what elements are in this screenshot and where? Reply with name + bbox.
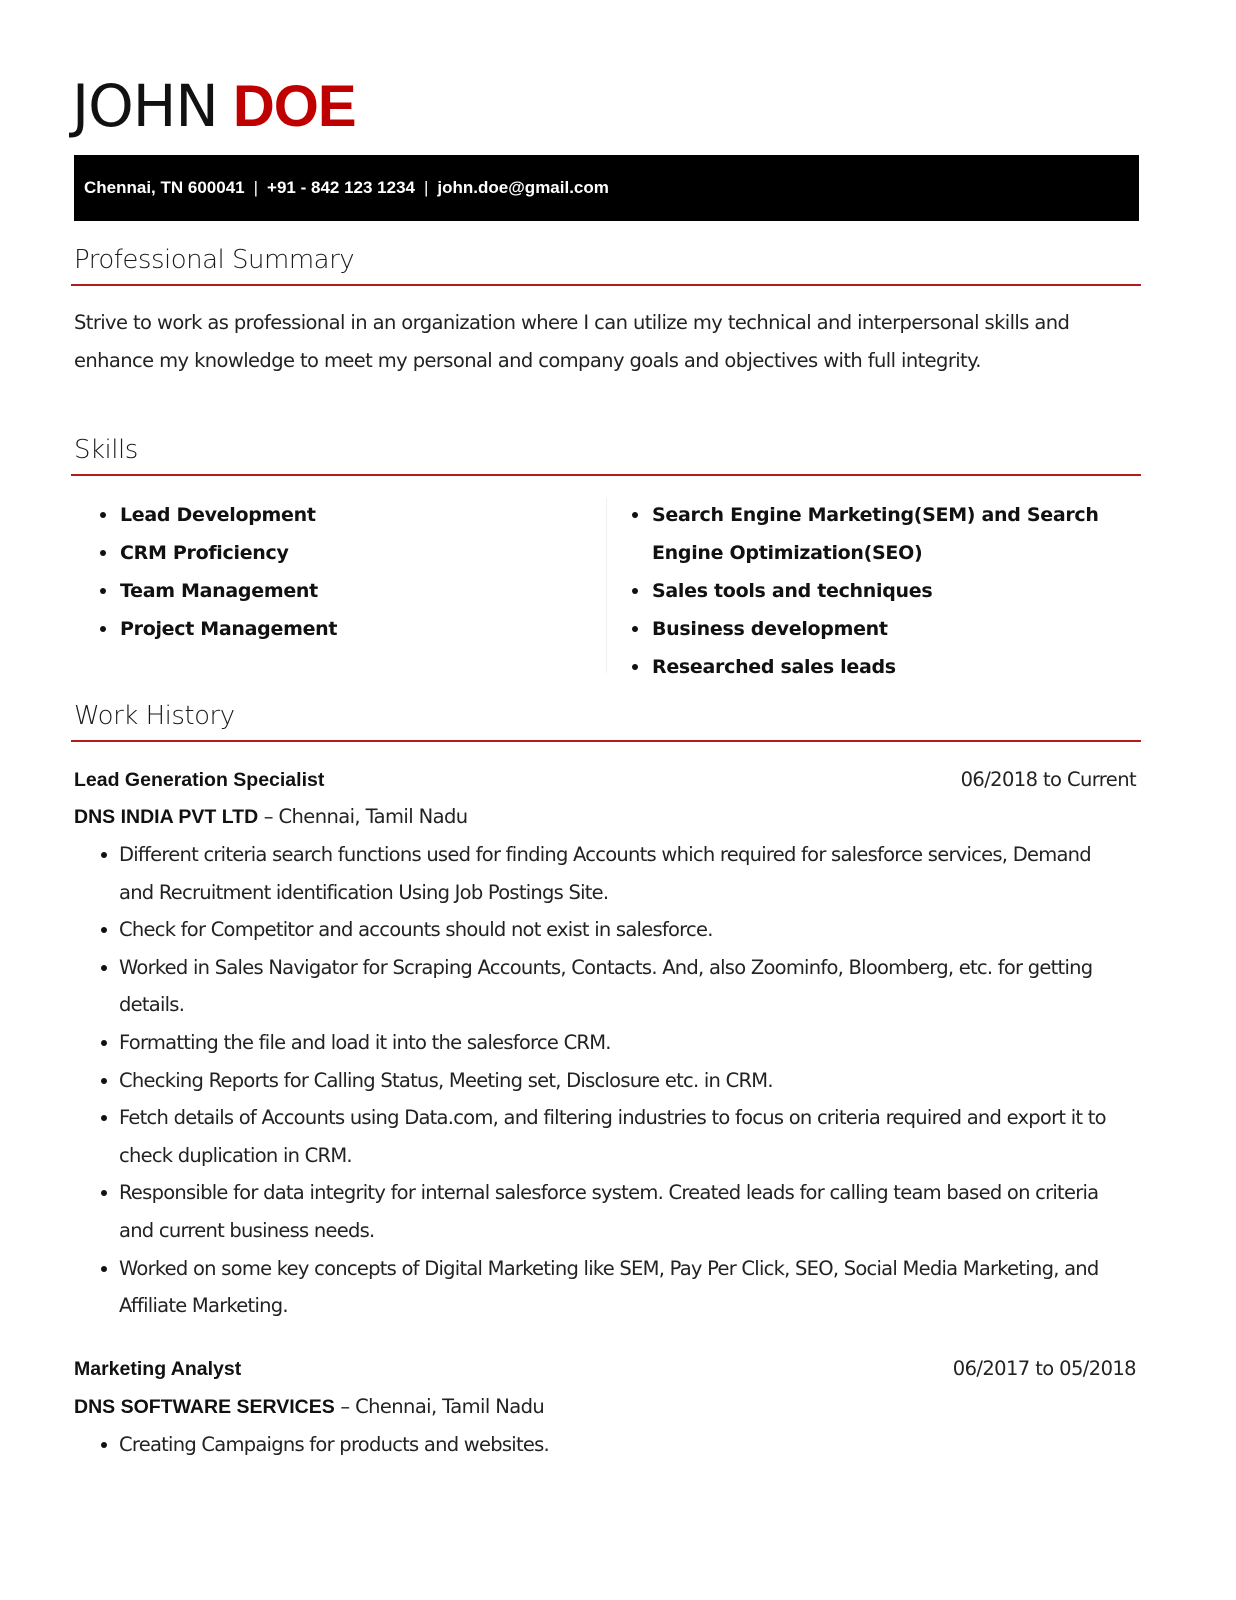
company-location-separator: –: [334, 1395, 356, 1418]
skill-item: Researched sales leads: [632, 648, 1132, 686]
skills-list-right: [632, 496, 1132, 686]
contact-bar: [74, 155, 1139, 221]
company-location: Chennai, Tamil Nadu: [278, 805, 468, 828]
skill-item: Team Management: [100, 572, 580, 610]
job-company-line: [74, 1394, 544, 1420]
job-duty-item: Worked on some key concepts of Digital Marketing like SEM, Pay Per Click, SEO, Social Media Marketing, and Affiliate Marketing.: [100, 1250, 1110, 1325]
job-duty-item: Creating Campaigns for products and websites.: [100, 1426, 1110, 1464]
job-duty-item: Worked in Sales Navigator for Scraping Accounts, Contacts. And, also Zoominfo, Bloomberg, etc. for getting details.: [100, 949, 1110, 1024]
contact-location: Chennai, TN 600041: [84, 178, 245, 197]
skill-item: CRM Proficiency: [100, 534, 580, 572]
company-location-separator: –: [258, 805, 279, 828]
job-title: Marketing Analyst: [74, 1358, 242, 1380]
skill-item: Sales tools and techniques: [632, 572, 1132, 610]
job-title: Lead Generation Specialist: [74, 769, 325, 791]
job-duty-item: Formatting the file and load it into the salesforce CRM.: [100, 1024, 1110, 1062]
job-dates: 06/2017 to 05/2018: [952, 1357, 1136, 1380]
company-name: DNS SOFTWARE SERVICES: [74, 1396, 335, 1418]
section-title-summary: Professional Summary: [74, 245, 355, 275]
job-duties-list: [100, 1426, 1110, 1464]
skill-item: Search Engine Marketing(SEM) and Search Engine Optimization(SEO): [632, 496, 1122, 572]
section-title-work-history: Work History: [74, 701, 235, 731]
section-divider: [71, 740, 1141, 742]
candidate-name: [72, 68, 356, 145]
skill-item: Business development: [632, 610, 1132, 648]
contact-phone[interactable]: +91 - 842 123 1234: [267, 178, 415, 197]
first-name: JOHN: [72, 72, 218, 140]
section-title-skills: Skills: [74, 435, 138, 465]
contact-separator: |: [423, 178, 429, 197]
job-duty-item: Check for Competitor and accounts should not exist in salesforce.: [100, 911, 1110, 949]
skill-item: Lead Development: [100, 496, 580, 534]
job-duties-list: [100, 836, 1110, 1325]
section-divider: [71, 474, 1141, 476]
job-duty-item: Fetch details of Accounts using Data.com, and filtering industries to focus on criteria required and export it to check duplication in CRM.: [100, 1099, 1110, 1174]
job-duty-item: Checking Reports for Calling Status, Meeting set, Disclosure etc. in CRM.: [100, 1062, 1110, 1100]
skill-item: Project Management: [100, 610, 580, 648]
last-name: DOE: [232, 74, 356, 139]
section-divider: [71, 284, 1141, 286]
company-name: DNS INDIA PVT LTD: [74, 806, 259, 828]
company-location: Chennai, Tamil Nadu: [355, 1395, 545, 1418]
skills-list-left: [100, 496, 580, 648]
job-duty-item: Responsible for data integrity for internal salesforce system. Created leads for calling team based on criteria and current business needs.: [100, 1174, 1110, 1249]
contact-separator: |: [253, 178, 259, 197]
summary-text: Strive to work as professional in an organization where I can utilize my technical and interpersonal skills and enhance my knowledge to meet my personal and company goals and objectives with full integrity.: [74, 311, 1070, 372]
skills-column-divider: [606, 498, 607, 673]
job-company-line: [74, 804, 468, 830]
job-dates: 06/2018 to Current: [960, 768, 1136, 791]
job-duty-item: Different criteria search functions used for finding Accounts which required for salesforce services, Demand and Recruitment identification Using Job Postings Site.: [100, 836, 1110, 911]
contact-email[interactable]: john.doe@gmail.com: [437, 178, 609, 197]
